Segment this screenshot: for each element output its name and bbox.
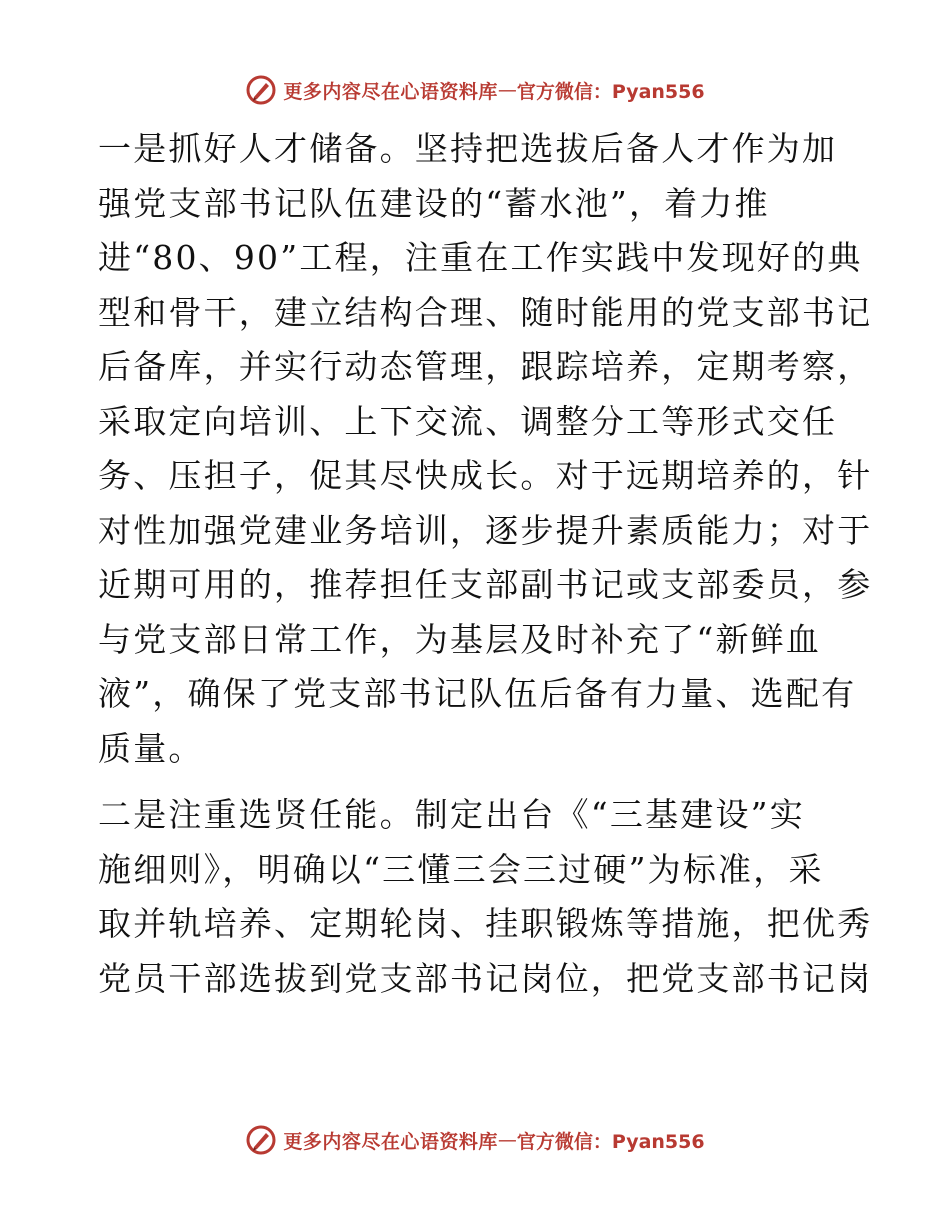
header-dash: —	[497, 79, 517, 101]
footer-brand-text: 更多内容尽在心语资料库	[283, 1130, 498, 1153]
footer-banner	[0, 1120, 950, 1160]
document-body	[98, 122, 873, 1018]
header-brand-text: 更多内容尽在心语资料库	[283, 80, 498, 103]
paragraph-1-line: 进“80、90”工程，注重在工作实践中发现好的典	[98, 238, 863, 277]
paragraph-1-line: 型和骨干，建立结构合理、随时能用的党支部书记	[98, 292, 873, 332]
paragraph-1-line: 一是抓好人才储备。坚持把选拔后备人才作为加	[98, 129, 838, 168]
paragraph-1-line: 质量。	[98, 728, 204, 768]
paragraph-2-line: 取并轨培养、定期轮岗、挂职锻炼等措施，把优秀	[98, 904, 873, 943]
paragraph-1-line: 采取定向培训、上下交流、调整分工等形式交任	[98, 401, 838, 441]
footer-wechat-text: 官方微信：Pyan556	[516, 1130, 705, 1153]
paragraph-2	[98, 788, 873, 1006]
paragraph-1-line: 务、压担子，促其尽快成长。对于远期培养的，针	[98, 456, 873, 495]
paragraph-2-line: 施细则》，明确以“三懂三会三过硬”为标准，采	[98, 849, 824, 889]
paragraph-1-line: 对性加强党建业务培训，逐步提升素质能力；对于	[98, 510, 873, 550]
paragraph-1-line: 与党支部日常工作，为基层及时补充了“新鲜血	[98, 619, 822, 659]
pen-logo-icon	[245, 74, 277, 106]
paragraph-2-line: 党员干部选拔到党支部书记岗位，把党支部书记岗	[98, 958, 873, 998]
paragraph-1-line: 近期可用的，推荐担任支部副书记或支部委员，参	[98, 565, 873, 604]
pen-logo-icon	[245, 1124, 277, 1156]
paragraph-2-line: 二是注重选贤任能。制定出台《“三基建设”实	[98, 795, 805, 834]
header-wechat-text: 官方微信：Pyan556	[516, 80, 705, 103]
paragraph-1-line: 后备库，并实行动态管理，跟踪培养，定期考察，	[98, 347, 873, 386]
paragraph-1-line: 液”，确保了党支部书记队伍后备有力量、选配有	[98, 674, 857, 713]
paragraph-1	[98, 122, 873, 776]
footer-dash: —	[497, 1129, 517, 1151]
paragraph-1-line: 强党支部书记队伍建设的“蓄水池”，着力推	[98, 183, 770, 223]
header-banner	[0, 70, 950, 110]
